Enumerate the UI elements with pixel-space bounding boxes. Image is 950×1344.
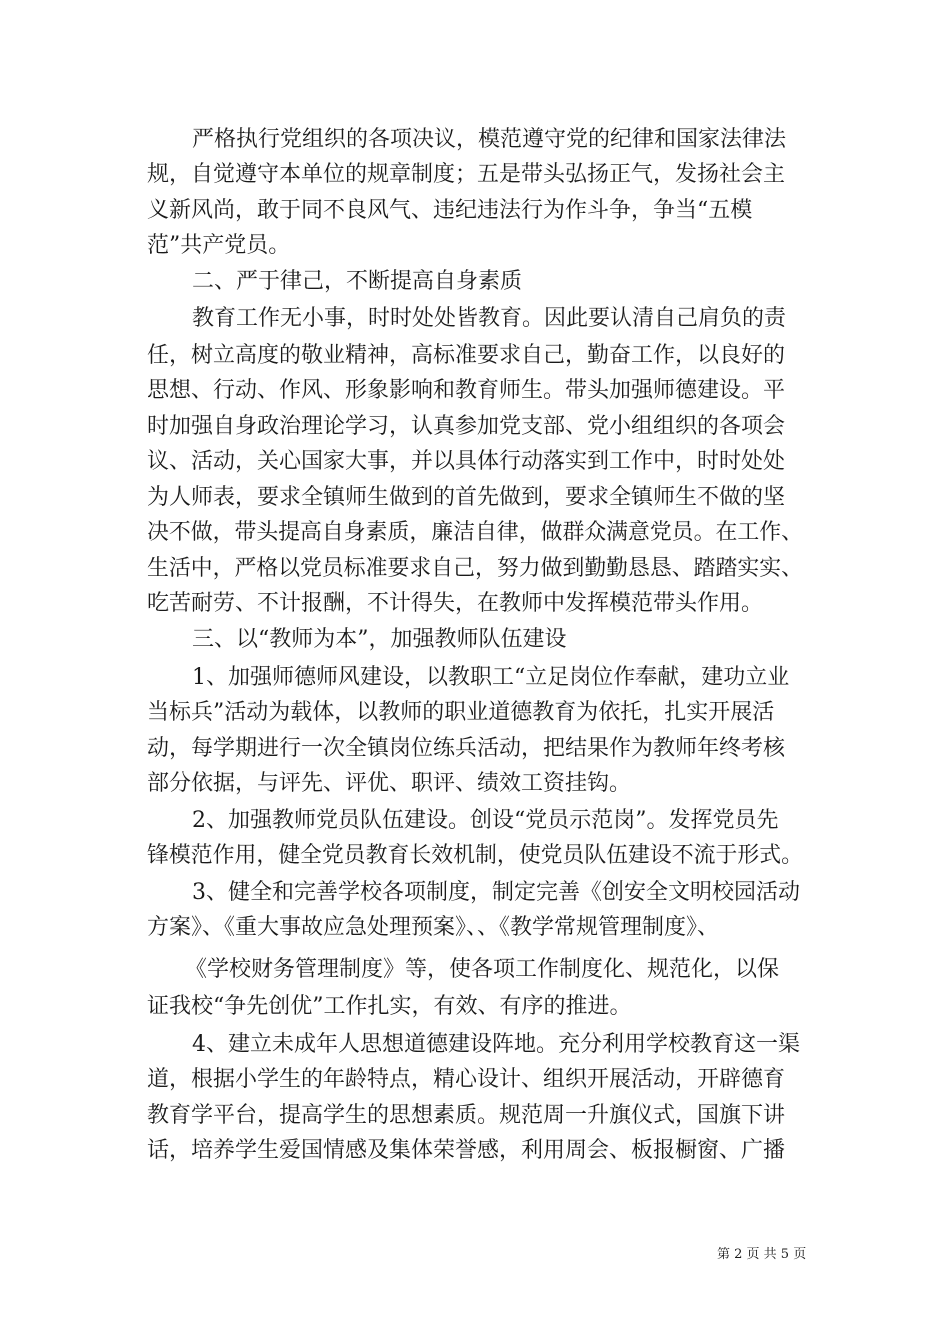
text-line: 动，每学期进行一次全镇岗位练兵活动，把结果作为教师年终考核 [147,736,786,761]
text-line: 任，树立高度的敬业精神，高标准要求自己，勤奋工作，以良好的 [147,343,786,368]
page-number: 第 2 页 共 5 页 [717,1247,807,1262]
text-line: 1、加强师德师风建设，以教职工“立足岗位作奉献，建功立业 [192,665,790,690]
text-line: 议、活动，关心国家大事，并以具体行动落实到工作中，时时处处 [147,449,786,474]
text-line: 证我校“争先创优”工作扎实，有效、有序的推进。 [147,994,632,1019]
text-line: 时加强自身政治理论学习，认真参加党支部、党小组组织的各项会 [147,414,786,439]
text-line: 吃苦耐劳、不计报酬，不计得失，在教师中发挥模范带头作用。 [147,591,764,616]
text-line: 思想、行动、作风、形象影响和教育师生。带头加强师德建设。平 [147,378,786,403]
text-line: 为人师表，要求全镇师生做到的首先做到，要求全镇师生不做的坚 [147,485,786,510]
text-line: 3、健全和完善学校各项制度，制定完善《创安全文明校园活动 [192,880,800,905]
section-heading: 二、严于律己，不断提高自身素质 [192,269,523,294]
text-line: 规，自觉遵守本单位的规章制度；五是带头弘扬正气，发扬社会主 [147,162,786,187]
text-line: 《学校财务管理制度》等，使各项工作制度化、规范化，以保 [185,957,780,982]
text-line: 2、加强教师党员队伍建设。创设“党员示范岗”。发挥党员先 [192,808,779,833]
text-line: 当标兵”活动为载体，以教师的职业道德教育为依托，扎实开展活 [147,700,775,725]
text-line: 话，培养学生爱国情感及集体荣誉感，利用周会、板报橱窗、广播 [147,1138,786,1163]
text-line: 部分依据，与评先、评优、职评、绩效工资挂钩。 [147,771,632,796]
text-line: 严格执行党组织的各项决议，模范遵守党的纪律和国家法律法 [192,127,787,152]
text-line: 生活中，严格以党员标准要求自己，努力做到勤勤恳恳、踏踏实实、 [147,556,803,581]
text-line: 方案》、《重大事故应急处理预案》、、《教学常规管理制度》、 [147,915,720,940]
text-line: 范”共产党员。 [147,233,291,258]
text-line: 教育工作无小事，时时处处皆教育。因此要认清自己肩负的责 [192,306,787,331]
text-line: 4、建立未成年人思想道德建设阵地。充分利用学校教育这一渠 [192,1032,800,1057]
text-line: 决不做，带头提高自身素质，廉洁自律，做群众满意党员。在工作、 [147,520,803,545]
text-line: 义新风尚，敢于同不良风气、违纪违法行为作斗争，争当“五模 [147,198,753,223]
text-line: 道，根据小学生的年龄特点，精心设计、组织开展活动，开辟德育 [147,1067,786,1092]
section-heading: 三、以“教师为本”，加强教师队伍建设 [192,627,567,652]
text-line: 锋模范作用，健全党员教育长效机制，使党员队伍建设不流于形式。 [147,843,803,868]
text-line: 教育学平台，提高学生的思想素质。规范周一升旗仪式，国旗下讲 [147,1103,786,1128]
